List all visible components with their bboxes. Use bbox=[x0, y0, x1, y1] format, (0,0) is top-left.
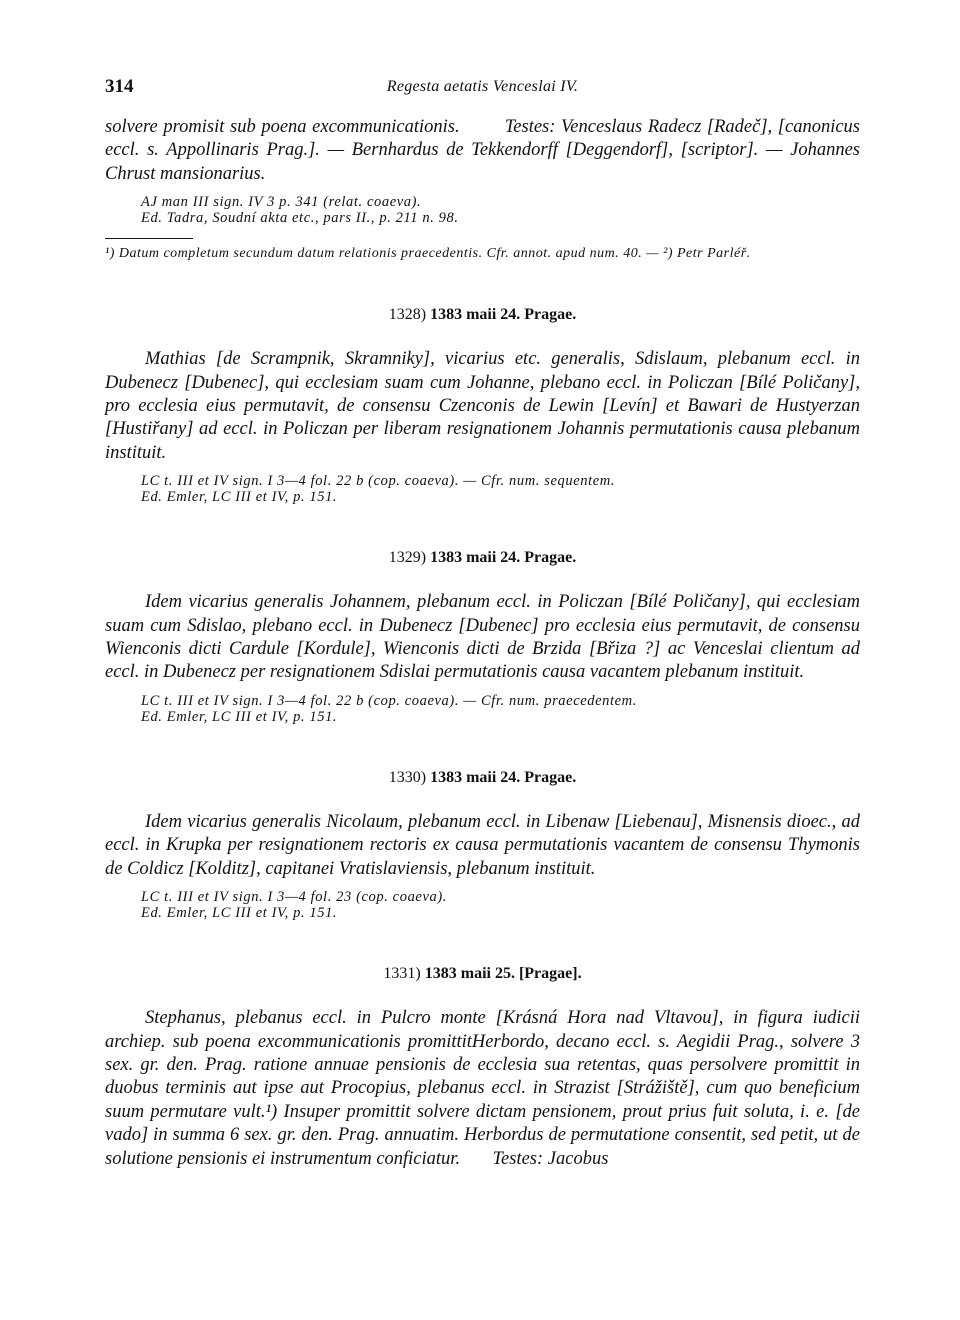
source-line: AJ man III sign. IV 3 p. 341 (relat. coaeva). bbox=[141, 194, 422, 211]
source-line: Ed. Emler, LC III et IV, p. 151. bbox=[141, 489, 338, 506]
footnote: ¹) Datum completum secundum datum relationis praecedentis. Cfr. annot. apud num. 40. — ²) Petr Parléř. bbox=[105, 246, 751, 262]
entry-number: 1330) bbox=[388, 768, 427, 786]
entry-heading bbox=[105, 965, 860, 983]
source-line: LC t. III et IV sign. I 3—4 fol. 22 b (cop. coaeva). — Cfr. num. praecedentem. bbox=[141, 692, 637, 709]
entry-number: 1329) bbox=[388, 549, 427, 567]
entry-text: Mathias [de Scrampnik, Skramniky], vicarius etc. generalis, Sdislaum, plebanum eccl. in Dubenecz [Dubenec], qui ecclesiam suam cum Johanne, plebano eccl. in Policzan [Bílé Poličany], pro ecclesia eius permutavit, de consensu Czenconis de Lewin [Levín] et Bawari de Hustyerzan [Hustiřany] ad eccl. in Policzan per liberam resignationem Johannis permutationis causa plebanum instituit. bbox=[105, 349, 860, 463]
continuation-text: solvere promisit sub poena excommunicationis. Testes: Venceslaus Radecz [Radeč], [canonicus eccl. s. Appollinaris Prag.]. — Bernhardus de Tekkendorff [Deggendorf], [scriptor]. — Johannes Chrust mansionarius. bbox=[105, 117, 865, 184]
source-line: LC t. III et IV sign. I 3—4 fol. 22 b (cop. coaeva). — Cfr. num. sequentem. bbox=[141, 473, 616, 490]
entry-date: 1383 maii 25. [Pragae]. bbox=[424, 965, 582, 983]
entry-text: Idem vicarius generalis Nicolaum, plebanum eccl. in Libenaw [Liebenau], Misnensis dioec., ad eccl. in Krupka per resignationem rectoris ex causa permutationis vacantem de consensu Thymonis de Coldicz [Kolditz], capitanei Vratislaviensis, plebanum instituit. bbox=[105, 811, 860, 879]
source-line: Ed. Emler, LC III et IV, p. 151. bbox=[141, 905, 338, 922]
page-header bbox=[105, 72, 860, 102]
entry-number: 1331) bbox=[383, 965, 421, 983]
source-line: LC t. III et IV sign. I 3—4 fol. 23 (cop. coaeva). bbox=[141, 889, 447, 906]
entry-date: 1383 maii 24. Pragae. bbox=[430, 549, 577, 567]
entry-text: Stephanus, plebanus eccl. in Pulcro monte [Krásná Hora nad Vltavou], in figura iudicii archiep. sub poena excommunicationis promittitHerbordo, decano eccl. s. Aegidii Prag., solvere 3 sex. gr. den. Prag. ratione annuae pensionis de ecclesia sua retentas, quas persolvere promittit in duobus terminis aut ipse aut Procopius, plebanus eccl. in Strazist [Strážiště], cum quo beneficium suum permutare vult.¹) Insuper promittit solvere dictam pensionem, prout prius fuit soluta, i. e. [de vado] in summa 6 sex. gr. den. Prag. annuatim. Herbordus de permutatione consentit, sed petit, ut de solutione pensionis ei instrumentum conficiatur. Testes: Jacobus bbox=[105, 1008, 865, 1169]
footnote-rule bbox=[105, 238, 193, 239]
running-title: Regesta aetatis Venceslai IV. bbox=[386, 78, 579, 95]
entry-number: 1328) bbox=[388, 306, 427, 324]
source-line: Ed. Emler, LC III et IV, p. 151. bbox=[141, 708, 338, 725]
entry-heading bbox=[105, 549, 860, 567]
entry-heading bbox=[105, 769, 860, 787]
entry-date: 1383 maii 24. Pragae. bbox=[430, 768, 577, 786]
entry-heading bbox=[105, 306, 860, 324]
source-line: Ed. Tadra, Soudní akta etc., pars II., p. 211 n. 98. bbox=[141, 210, 459, 227]
document-page bbox=[105, 72, 865, 1171]
page-number: 314 bbox=[105, 76, 134, 97]
entry-date: 1383 maii 24. Pragae. bbox=[430, 306, 577, 324]
entry-text: Idem vicarius generalis Johannem, plebanum eccl. in Policzan [Bílé Poličany], qui ecclesiam suam cum Sdislao, plebano eccl. in Dubenecz [Dubenec] pro ecclesia eius permutavit, de consensu Wienconis dicti Cardule [Kordule], Wienconis dicti de Brzida [Břiza ?] ac Venceslai clientum ad eccl. in Dubenecz per resignationem Sdislai permutationis causa vacantem plebanum instituit. bbox=[105, 592, 860, 683]
